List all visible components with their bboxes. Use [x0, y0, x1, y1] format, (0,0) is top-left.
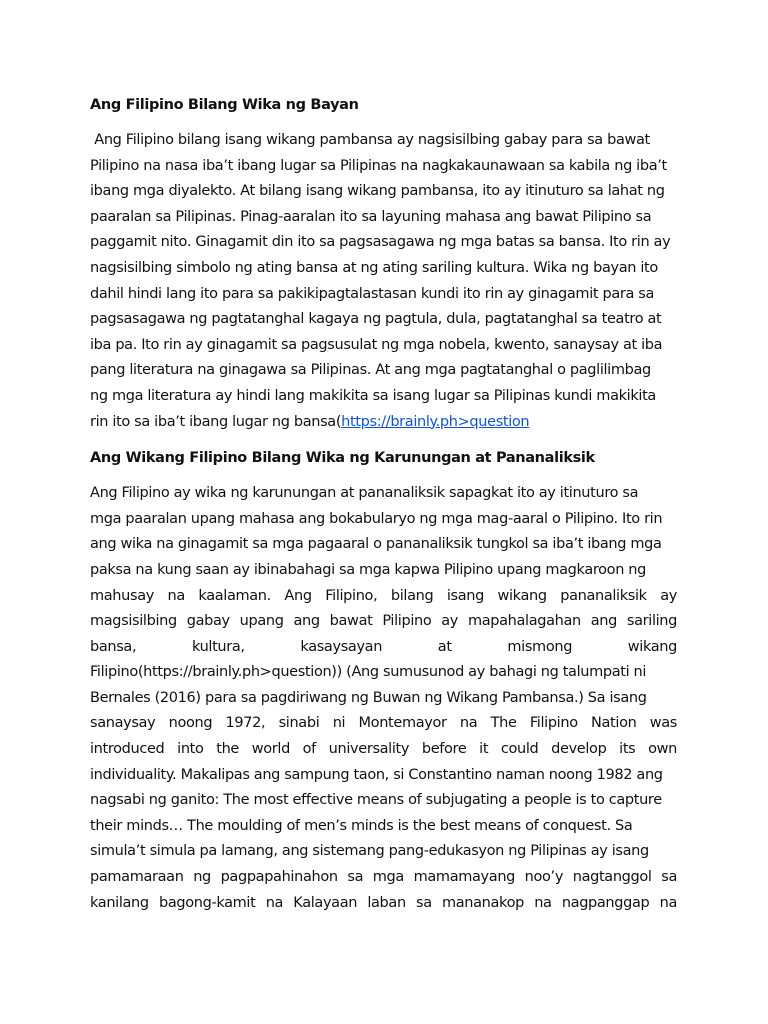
section-heading-wika-ng-bayan: Ang Filipino Bilang Wika ng Bayan — [90, 97, 359, 113]
paragraph-line: kanilang bagong-kamit na Kalayaan laban sa mananakop na nagpanggap na — [90, 894, 677, 911]
paragraph-line: Pilipino na nasa iba’t ibang lugar sa Pilipinas na nagkakaunawaan sa kabila ng iba’t — [90, 157, 667, 174]
paragraph-line: simula’t simula pa lamang, ang sistemang pang-edukasyon ng Pilipinas ay isang — [90, 843, 649, 860]
paragraph-line: pagsasagawa ng pagtatanghal kagaya ng pagtula, dula, pagtatanghal sa teatro at — [90, 311, 662, 328]
paragraph-line: mahusay na kaalaman. Ang Filipino, bilang isang wikang pananaliksik ay — [90, 587, 677, 604]
paragraph-last-line — [90, 410, 677, 436]
section-heading-karunungan-pananaliksik: Ang Wikang Filipino Bilang Wika ng Karunungan at Pananaliksik — [90, 450, 595, 467]
paragraph-line: Bernales (2016) para sa pagdiriwang ng Buwan ng Wikang Pambansa.) Sa isang — [90, 689, 647, 706]
paragraph-line: pang literatura na ginagawa sa Pilipinas. At ang mga pagtatanghal o paglilimbag — [90, 362, 651, 379]
paragraph-line: pamamaraan ng pagpapahinahon sa mga mamamayang noo’y nagtanggol sa — [90, 869, 677, 886]
paragraph-line: dahil hindi lang ito para sa pakikipagtalastasan kundi ito rin ay ginagamit para sa — [90, 285, 654, 302]
paragraph-line: Filipino(https://brainly.ph>question)) (Ang sumusunod ay bahagi ng talumpati ni — [90, 664, 647, 681]
paragraph-wika-ng-bayan — [90, 128, 677, 435]
paragraph-line: magsisilbing gabay upang ang bawat Pilipino ay mapahalagahan ang sariling — [90, 613, 677, 630]
paragraph-line: nagsisilbing simbolo ng ating bansa at ng ating sariling kultura. Wika ng bayan ito — [90, 259, 658, 276]
paragraph-line: introduced into the world of universality before it could develop its own — [90, 741, 677, 758]
paragraph-karunungan-pananaliksik — [90, 481, 677, 916]
paragraph-line: mga paaralan upang mahasa ang bokabularyo ng mga mag-aaral o Pilipino. Ito rin — [90, 510, 663, 527]
document-page — [90, 93, 677, 916]
paragraph-line: paksa na kung saan ay ibinabahagi sa mga kapwa Pilipino upang magkaroon ng — [90, 561, 646, 578]
paragraph-line: bansa, kultura, kasaysayan at mismong wikang — [90, 638, 677, 655]
paragraph-line: nagsabi ng ganito: The most effective means of subjugating a people is to capture — [90, 792, 662, 809]
paragraph-line: paggamit nito. Ginagamit din ito sa pagsasagawa ng mga batas sa bansa. Ito rin ay — [90, 234, 671, 251]
paragraph-line: sanaysay noong 1972, sinabi ni Montemayor na The Filipino Nation was — [90, 715, 677, 732]
paragraph-line: ng mga literatura ay hindi lang makikita sa isang lugar sa Pilipinas kundi makikita — [90, 387, 656, 404]
paragraph-line: Ang Filipino bilang isang wikang pambansa ay nagsisilbing gabay para sa bawat — [90, 132, 650, 148]
paragraph-line: ang wika na ginagamit sa mga pagaaral o pananaliksik tungkol sa iba’t ibang mga — [90, 536, 662, 553]
paragraph-text: rin ito sa iba’t ibang lugar ng bansa( — [90, 413, 342, 430]
paragraph-line: individuality. Makalipas ang sampung taon, si Constantino naman noong 1982 ang — [90, 766, 663, 783]
paragraph-line: Ang Filipino ay wika ng karunungan at pananaliksik sapagkat ito ay itinuturo sa — [90, 485, 639, 502]
paragraph-line: iba pa. Ito rin ay ginagamit sa pagsusulat ng mga nobela, kwento, sanaysay at iba — [90, 336, 663, 353]
paragraph-line: their minds… The moulding of men’s minds is the best means of conquest. Sa — [90, 817, 633, 834]
source-link[interactable]: https://brainly.ph>question — [341, 413, 530, 430]
paragraph-line: ibang mga diyalekto. At bilang isang wikang pambansa, ito ay itinuturo sa lahat ng — [90, 183, 665, 200]
paragraph-line: paaralan sa Pilipinas. Pinag-aaralan ito sa layuning mahasa ang bawat Pilipino sa — [90, 208, 652, 225]
